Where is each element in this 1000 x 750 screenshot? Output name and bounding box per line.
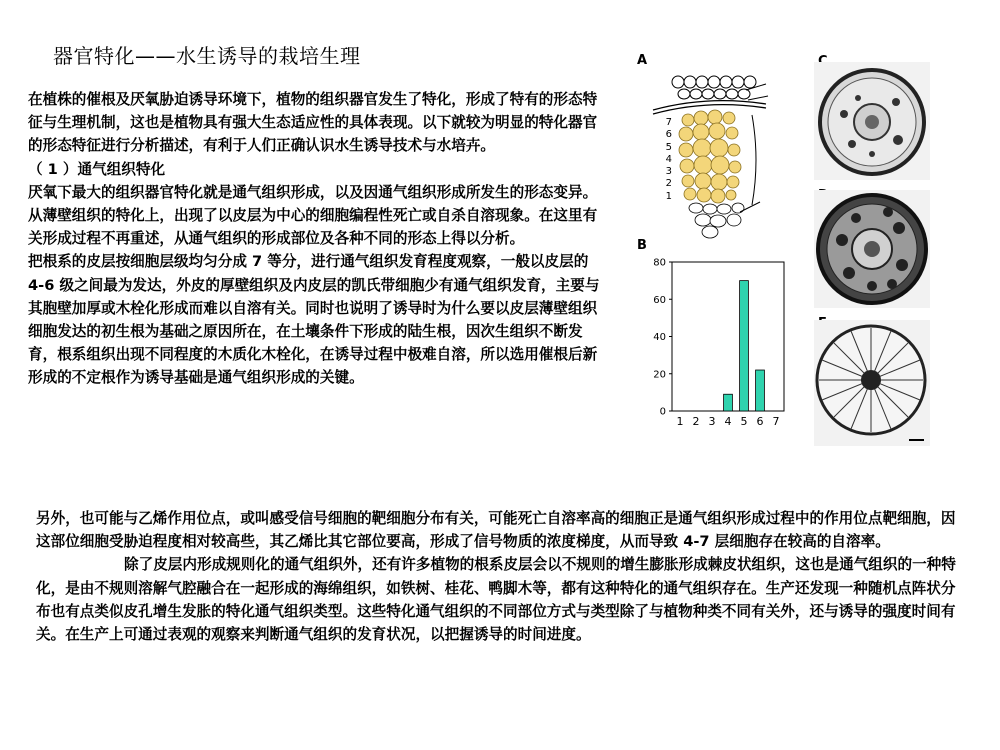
- micrograph-d: [814, 190, 930, 308]
- page-title: 器官特化——水生诱导的栽培生理: [53, 44, 361, 68]
- x-tick-label: 6: [756, 415, 764, 428]
- bar: [756, 370, 765, 411]
- y-tick-label: 0: [659, 406, 666, 418]
- x-tick-label: 2: [692, 415, 700, 428]
- x-tick-label: 5: [740, 415, 748, 428]
- layer-number: 2: [665, 178, 672, 190]
- x-tick-label: 3: [708, 415, 716, 428]
- layer-number: 4: [665, 153, 672, 165]
- paragraph-cortex-layers: 把根系的皮层按细胞层级均匀分成 7 等分，进行通气组织发育程度观察，一般以皮层的 4-6 级之间最为发达，外皮的厚壁组织及内皮层的凯氏带细胞少有通气组织发育，主要与其胞壁加厚或木栓化形成而难以自溶有关。同时也说明了诱导时为什么要以皮层薄壁组织细胞发达的初生根为基础之原因所在，在土壤条件下形成的陆生根，因次生组织不断发育，根系组织出现不同程度的木质化木栓化，在诱导过程中极难自溶，所以选用催根后新形成的不定根作为诱导基础是通气组织形成的关键。: [28, 253, 600, 387]
- section-heading: （ 1 ）通气组织特化: [28, 160, 166, 178]
- paragraph-ethylene: 另外，也可能与乙烯作用位点，或叫感受信号细胞的靶细胞分布有关，可能死亡自溶率高的细胞正是通气组织形成过程中的作用位点靶细胞，因这部位细胞受胁迫程度相对较高些，其乙烯比其它部位要高，形成了信号物质的浓度梯度，从而导致 4-7 层细胞存在较高的自溶率。: [36, 510, 956, 551]
- micrograph-c: [814, 62, 930, 180]
- x-tick-label: 4: [724, 415, 732, 428]
- y-tick-label: 40: [653, 332, 666, 343]
- layer-number: 6: [665, 129, 672, 141]
- paragraph-aerenchyma: 厌氧下最大的组织器官特化就是通气组织形成，以及因通气组织形成所发生的形态变异。从薄壁组织的特化上，出现了以皮层为中心的细胞编程性死亡或自杀自溶现象。在这里有关形成过程不再重述，从通气组织的形成部位及各种不同的形态上得以分析。: [28, 183, 598, 248]
- paragraph-specialization: 除了皮层内形成规则化的通气组织外，还有许多植物的根系皮层会以不规则的增生膨胀形成棘皮状组织，这也是通气组织的一种特化，是由不规则溶解气腔融合在一起形成的海绵组织，如铁树、桂花、鸭脚木等，都有这种特化的通气组织存在。生产还发现一种随机点阵状分布也有点类似皮孔增生发胀的特化通气组织类型。这些特化通气组织的不同部位方式与类型除了与植物种类不同有关外，还与诱导的强度时间有关。在生产上可通过表观的观察来判断通气组织的发育状况，以把握诱导的时间进度。: [36, 556, 956, 644]
- y-tick-label: 20: [653, 369, 666, 381]
- bottom-text-block: [36, 507, 966, 646]
- intro-paragraph: 在植株的催根及厌氧胁迫诱导环境下，植物的组织器官发生了特化，形成了特有的形态特征与生理机制，这也是植物具有强大生态适应性的具体表现。以下就较为明显的特化器官的形态特征进行分析描述，有利于人们正确认识水生诱导技术与水培卉。: [28, 91, 598, 155]
- y-tick-label: 80: [653, 257, 666, 269]
- micrograph-e: [814, 320, 930, 446]
- left-text-block: [28, 88, 608, 390]
- panel-label-a: A: [637, 53, 648, 68]
- layer-number: 1: [665, 190, 672, 202]
- x-tick-label: 1: [676, 415, 684, 428]
- layer-number: 7: [665, 117, 672, 128]
- layer-number: 3: [665, 166, 672, 178]
- panel-label-b: B: [637, 238, 647, 253]
- bar: [740, 281, 749, 411]
- layer-number: 5: [665, 141, 672, 153]
- x-tick-label: 7: [772, 415, 780, 428]
- y-tick-label: 60: [653, 294, 666, 306]
- layer-bar-chart: [640, 250, 800, 430]
- bar: [724, 394, 733, 411]
- diagram-layer-numbers: [660, 117, 672, 203]
- chart-frame: [672, 262, 784, 411]
